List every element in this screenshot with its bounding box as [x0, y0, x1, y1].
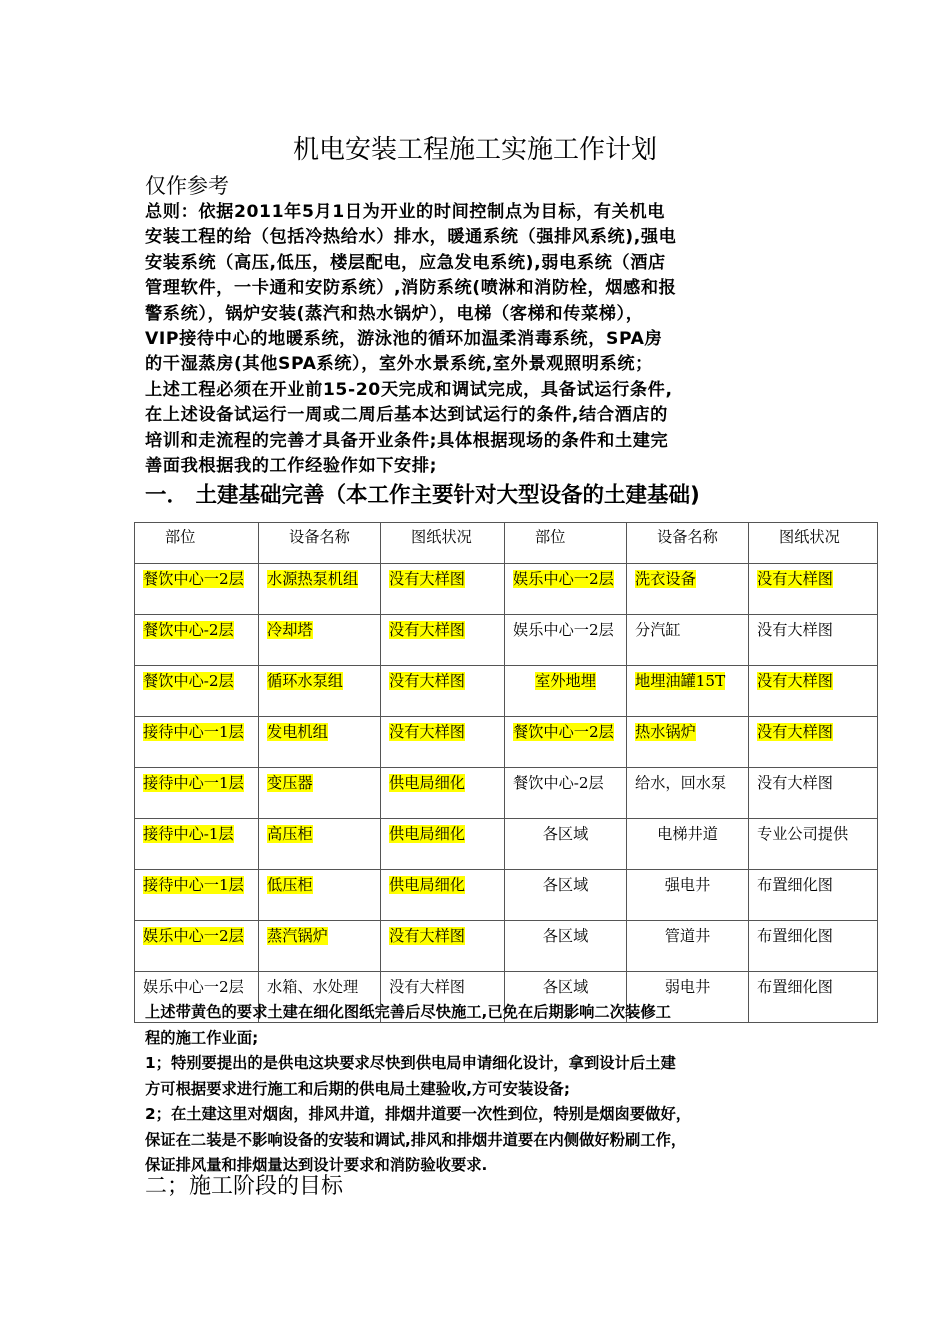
header-drawing-status: 图纸状况: [381, 523, 505, 564]
cell-location: [135, 819, 259, 870]
cell-equipment-name: [259, 564, 381, 615]
cell-equipment-name-2: [627, 768, 749, 819]
cell-text: 地埋油罐15T: [635, 672, 726, 690]
cell-location: [135, 564, 259, 615]
cell-drawing-status-2: [749, 819, 878, 870]
cell-text: 娱乐中心一2层: [143, 978, 244, 996]
table-row: [135, 768, 878, 819]
cell-text: 娱乐中心一2层: [513, 570, 614, 588]
cell-drawing-status: [381, 870, 505, 921]
cell-text: 室外地埋: [535, 672, 596, 690]
cell-text: 没有大样图: [389, 621, 465, 639]
notes-line: 1；特别要提出的是供电这块要求尽快到供电局申请细化设计，拿到设计后土建: [145, 1054, 676, 1072]
cell-text: 洗衣设备: [635, 570, 696, 588]
cell-equipment-name-2: [627, 666, 749, 717]
cell-location: [135, 717, 259, 768]
cell-location: [135, 870, 259, 921]
intro-line: 总则：依据2011年5月1日为开业的时间控制点为目标，有关机电: [145, 202, 666, 222]
cell-equipment-name-2: [627, 870, 749, 921]
cell-text: 供电局细化: [389, 774, 465, 792]
cell-text: 接待中心一1层: [143, 774, 244, 792]
cell-text: 没有大样图: [389, 927, 465, 945]
equipment-foundation-table: [134, 522, 878, 1023]
cell-location: [135, 768, 259, 819]
table-row: [135, 921, 878, 972]
cell-text: 低压柜: [267, 876, 313, 894]
cell-drawing-status: [381, 564, 505, 615]
cell-text: 供电局细化: [389, 825, 465, 843]
cell-text: 接待中心-1层: [143, 825, 234, 843]
cell-text: 变压器: [267, 774, 313, 792]
notes-line: 上述带黄色的要求土建在细化图纸完善后尽快施工,已免在后期影响二次装修工: [145, 1003, 671, 1021]
header-location-2: 部位: [505, 523, 627, 564]
cell-text: 电梯井道: [657, 825, 718, 843]
cell-text: 没有大样图: [757, 774, 833, 792]
cell-drawing-status: [381, 666, 505, 717]
intro-line: 善面我根据我的工作经验作如下安排;: [145, 456, 438, 477]
cell-drawing-status: [381, 768, 505, 819]
cell-location-2: [505, 870, 627, 921]
cell-text: 布置细化图: [757, 876, 833, 894]
cell-drawing-status-2: [749, 564, 878, 615]
table-row: [135, 717, 878, 768]
header-equipment-name: 设备名称: [259, 523, 381, 564]
cell-text: 没有大样图: [757, 723, 833, 741]
cell-text: 接待中心一1层: [143, 876, 244, 894]
cell-text: 水源热泵机组: [267, 570, 359, 588]
notes-line: 方可根据要求进行施工和后期的供电局土建验收,方可安装设备;: [145, 1079, 570, 1098]
cell-text: 冷却塔: [267, 621, 313, 639]
cell-text: 布置细化图: [757, 927, 833, 945]
cell-text: 发电机组: [267, 723, 328, 741]
cell-location: [135, 666, 259, 717]
cell-text: 各区域: [542, 978, 589, 996]
cell-text: 餐饮中心-2层: [143, 621, 234, 639]
intro-line: 安装系统（高压,低压，楼层配电，应急发电系统),弱电系统（酒店: [145, 252, 666, 273]
cell-location: [135, 921, 259, 972]
cell-drawing-status: [381, 717, 505, 768]
intro-line: 上述工程必须在开业前15-20天完成和调试完成，具备试运行条件,: [145, 379, 673, 400]
header-equipment-name-2: 设备名称: [627, 523, 749, 564]
cell-location-2: [505, 666, 627, 717]
notes-line: 保证排风量和排烟量达到设计要求和消防验收要求.: [145, 1156, 488, 1174]
cell-equipment-name-2: [627, 615, 749, 666]
section-1-heading: 一． 土建基础完善（本工作主要针对大型设备的土建基础): [145, 483, 700, 508]
document-title: 机电安装工程施工实施工作计划: [292, 135, 657, 165]
cell-location-2: [505, 564, 627, 615]
cell-equipment-name: [259, 768, 381, 819]
cell-text: 给水，回水泵: [635, 774, 727, 792]
cell-text: 循环水泵组: [267, 672, 343, 690]
cell-drawing-status: [381, 921, 505, 972]
cell-drawing-status-2: [749, 768, 878, 819]
cell-text: 餐饮中心-2层: [513, 774, 604, 792]
intro-line: 的干湿蒸房(其他SPA系统），室外水景系统,室外景观照明系统；: [145, 354, 653, 375]
cell-equipment-name-2: [627, 717, 749, 768]
cell-text: 娱乐中心一2层: [513, 621, 614, 639]
cell-equipment-name: [259, 819, 381, 870]
cell-text: 没有大样图: [389, 672, 465, 690]
cell-location: [135, 615, 259, 666]
cell-text: 布置细化图: [757, 978, 833, 996]
cell-text: 蒸汽锅炉: [267, 927, 328, 945]
intro-line: 管理软件，一卡通和安防系统）,消防系统(喷淋和消防栓，烟感和报: [145, 278, 677, 299]
cell-text: 餐饮中心一2层: [513, 723, 614, 741]
cell-drawing-status-2: [749, 870, 878, 921]
cell-equipment-name: [259, 615, 381, 666]
header-drawing-status-2: 图纸状况: [749, 523, 878, 564]
table-row: [135, 615, 878, 666]
table-row: [135, 666, 878, 717]
intro-paragraph: [145, 200, 825, 479]
cell-text: 热水锅炉: [635, 723, 696, 741]
cell-text: 分汽缸: [635, 621, 681, 639]
cell-text: 弱电井: [664, 978, 711, 996]
intro-line: 警系统），锅炉安装(蒸汽和热水锅炉），电梯（客梯和传菜梯），: [145, 303, 644, 324]
cell-location-2: [505, 768, 627, 819]
cell-equipment-name-2: [627, 564, 749, 615]
intro-line: 在上述设备试运行一周或二周后基本达到试运行的条件,结合酒店的: [145, 405, 668, 426]
cell-text: 没有大样图: [757, 621, 833, 639]
intro-line: 安装工程的给（包括冷热给水）排水，暖通系统（强排风系统),强电: [145, 227, 677, 248]
section-2-heading: 二；施工阶段的目标: [145, 1174, 344, 1199]
cell-drawing-status: [381, 819, 505, 870]
cell-text: 水箱、水处理: [267, 978, 359, 996]
cell-text: 各区域: [542, 927, 589, 945]
cell-text: 没有大样图: [389, 570, 465, 588]
cell-text: 娱乐中心一2层: [143, 927, 244, 945]
cell-text: 餐饮中心一2层: [143, 570, 244, 588]
cell-text: 餐饮中心-2层: [143, 672, 234, 690]
cell-drawing-status-2: [749, 615, 878, 666]
cell-text: 高压柜: [267, 825, 313, 843]
cell-equipment-name-2: [627, 921, 749, 972]
cell-location-2: [505, 615, 627, 666]
document-subtitle: 仅作参考: [145, 174, 229, 198]
table-row: [135, 870, 878, 921]
cell-text: 没有大样图: [389, 978, 465, 996]
notes-line: 2；在土建这里对烟囱，排风井道，排烟井道要一次性到位，特别是烟囱要做好，: [145, 1105, 692, 1123]
intro-line: VIP接待中心的地暖系统，游泳池的循环加温柔消毒系统，SPA房: [145, 329, 663, 350]
cell-drawing-status-2: [749, 666, 878, 717]
cell-equipment-name: [259, 666, 381, 717]
cell-text: 接待中心一1层: [143, 723, 244, 741]
cell-equipment-name: [259, 717, 381, 768]
cell-drawing-status: [381, 615, 505, 666]
cell-location-2: [505, 921, 627, 972]
table-row: [135, 819, 878, 870]
cell-text: 强电井: [664, 876, 711, 894]
cell-location-2: [505, 819, 627, 870]
cell-text: 没有大样图: [389, 723, 465, 741]
cell-text: 专业公司提供: [757, 825, 849, 843]
notes-line: 程的施工作业面;: [145, 1028, 259, 1047]
cell-text: 没有大样图: [757, 570, 833, 588]
cell-equipment-name: [259, 921, 381, 972]
header-location: 部位: [135, 523, 259, 564]
cell-drawing-status-2: [749, 921, 878, 972]
table-row: [135, 564, 878, 615]
intro-line: 培训和走流程的完善才具备开业条件;具体根据现场的条件和土建完: [145, 430, 669, 451]
notes-paragraph: [145, 1000, 825, 1179]
notes-line: 保证在二装是不影响设备的安装和调试,排风和排烟井道要在内侧做好粉刷工作，: [145, 1130, 687, 1149]
table-body: [135, 564, 878, 1023]
cell-text: 供电局细化: [389, 876, 465, 894]
cell-drawing-status-2: [749, 717, 878, 768]
cell-text: 没有大样图: [757, 672, 833, 690]
cell-equipment-name-2: [627, 819, 749, 870]
cell-text: 各区域: [542, 876, 589, 894]
cell-equipment-name: [259, 870, 381, 921]
cell-text: 各区域: [542, 825, 589, 843]
cell-location-2: [505, 717, 627, 768]
cell-text: 管道井: [664, 927, 711, 945]
table-header-row: [135, 523, 878, 564]
